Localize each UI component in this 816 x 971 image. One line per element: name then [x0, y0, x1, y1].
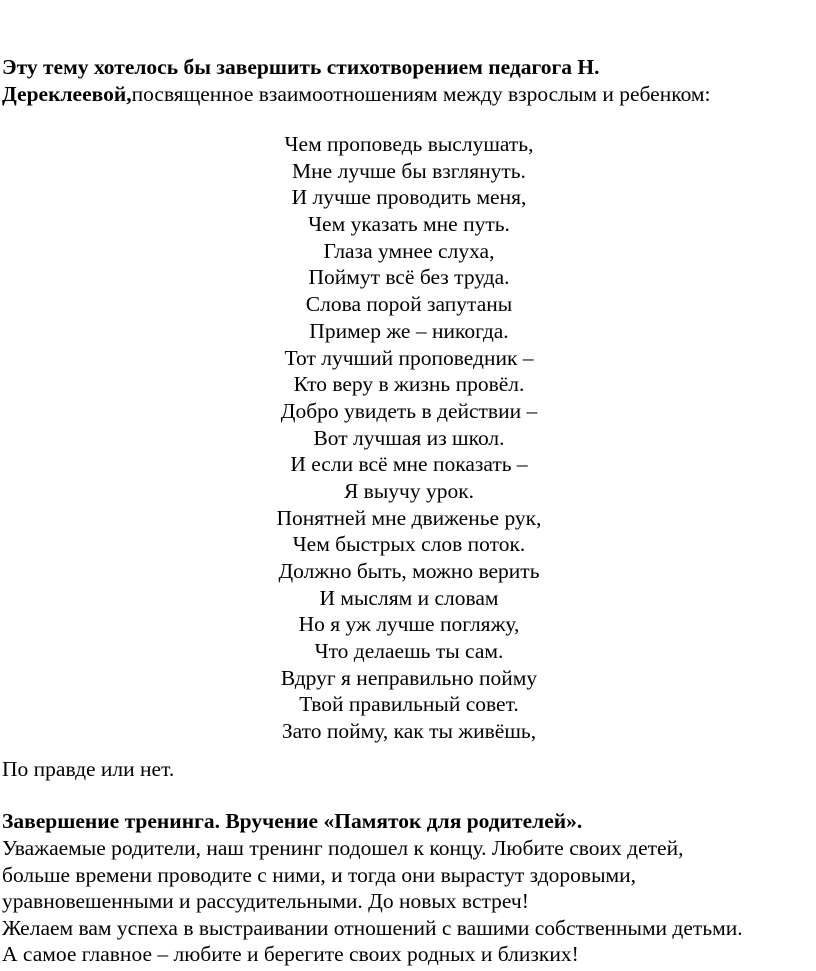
poem-line: Мне лучше бы взглянуть. [292, 158, 526, 183]
poem-line: Чем указать мне путь. [308, 212, 510, 237]
poem-line: И мыслям и словам [319, 585, 499, 610]
intro-paragraph [2, 54, 812, 108]
poem-line: Вдруг я неправильно пойму [280, 665, 538, 690]
poem-line: Чем быстрых слов поток. [292, 532, 526, 557]
poem-line: Но я уж лучше погляжу, [298, 612, 520, 637]
poem-line: И лучше проводить меня, [291, 185, 527, 210]
poem-line: Добро увидеть в действии – [280, 398, 538, 423]
poem-line: Вот лучшая из школ. [313, 425, 505, 450]
poem-line: Должно быть, можно верить [278, 559, 540, 583]
closing-line: уравновешенными и рассудительными. До новых встреч! [2, 889, 529, 913]
closing-line: больше времени проводите с ними, и тогда они вырастут здоровыми, [2, 862, 637, 887]
poem-last-line: По правде или нет. [2, 757, 175, 781]
poem-line: Чем проповедь выслушать, [284, 132, 534, 156]
poem-line: Поймут всё без труда. [308, 265, 510, 290]
poem-line: Твой правильный совет. [299, 692, 519, 717]
closing-paragraph [2, 835, 814, 968]
poem-line: Глаза умнее слуха, [323, 238, 495, 263]
poem-line: Пример же – никогда. [309, 318, 509, 343]
poem-line: И если всё мне показать – [290, 452, 528, 477]
poem-line: Что делаешь ты сам. [314, 639, 504, 664]
poem-line: Я выучу урок. [343, 478, 475, 503]
poem [0, 131, 816, 745]
poem-line: Кто веру в жизнь провёл. [293, 372, 525, 397]
intro-bold-text: Эту тему хотелось бы завершить стихотворением педагога Н. Дереклеевой, [2, 55, 600, 106]
poem-line: Зато пойму, как ты живёшь, [281, 719, 537, 744]
closing-line: А самое главное – любите и берегите своих родных и близких! [2, 942, 579, 966]
intro-regular-text: посвященное взаимоотношениям между взрослым и ребенком: [131, 82, 711, 106]
poem-line: Слова порой запутаны [305, 292, 513, 317]
poem-line: Понятней мне движенье рук, [276, 505, 542, 530]
section-heading: Завершение тренинга. Вручение «Памяток для родителей». [2, 809, 583, 833]
closing-line: Уважаемые родители, наш тренинг подошел к концу. Любите своих детей, [2, 836, 684, 860]
poem-line: Тот лучший проповедник – [284, 345, 534, 370]
closing-line: Желаем вам успеха в выстраивании отношений с вашими собственными детьми. [2, 915, 743, 940]
